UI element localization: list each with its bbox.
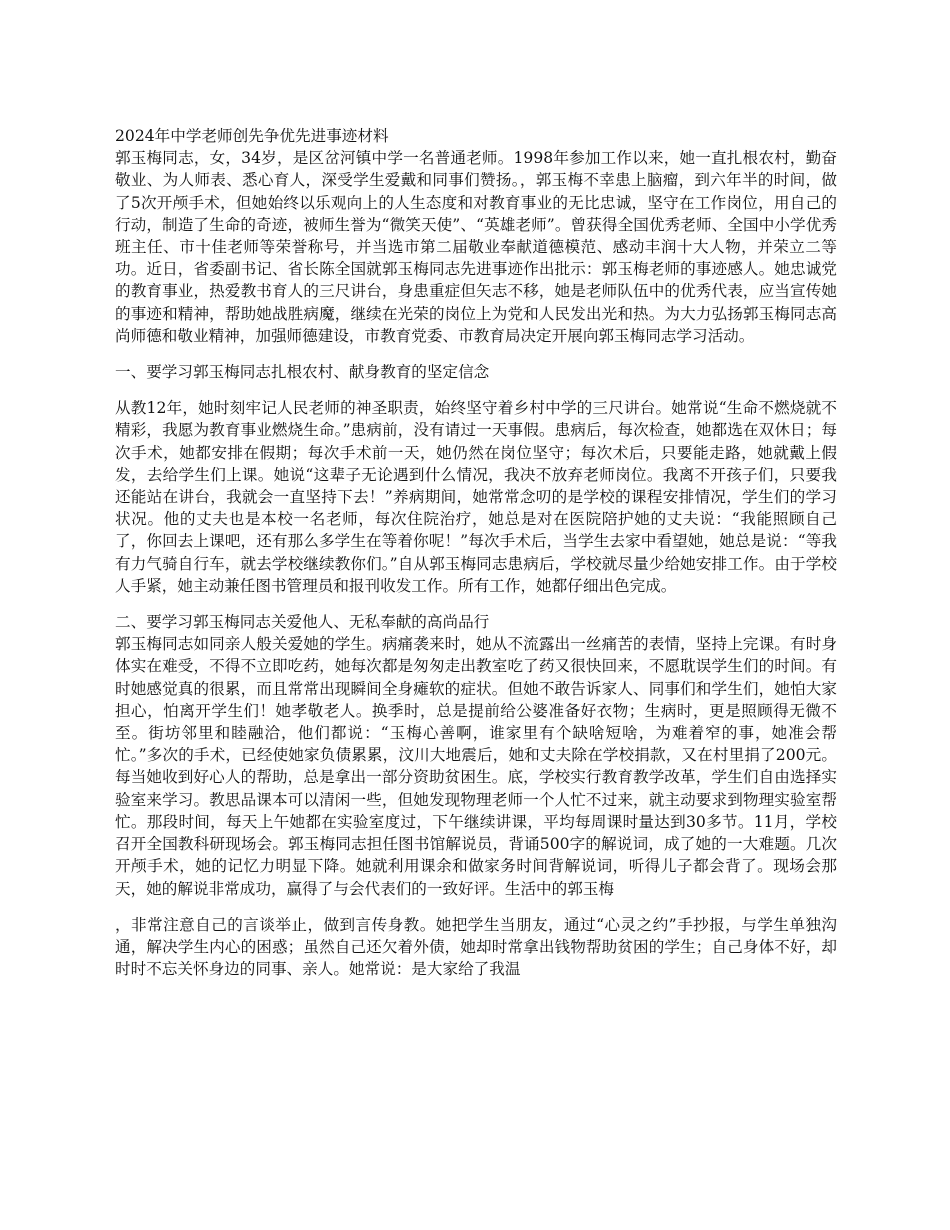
continuation-paragraph: ，非常注意自己的言谈举止，做到言传身教。她把学生当朋友，通过“心灵之约”手抄报，与学生单独沟通，解决学生内心的困惑；虽然自己还欠着外债，她却时常拿出钱物帮助贫困的学生；自己身体不好，却时时不忘关怀身边的同事、亲人。她常说：是大家给了我温 xyxy=(115,915,837,979)
section-2-paragraph: 郭玉梅同志如同亲人般关爱她的学生。病痛袭来时，她从不流露出一丝痛苦的表情，坚持上完课。有时身体实在难受，不得不立即吃药，她每次都是匆匆走出教室吃了药又很快回来，不愿耽误学生们的时间。有时她感觉真的很累，而且常常出现瞬间全身瘫软的症状。但她不敢告诉家人、同事们和学生们，她怕大家担心，怕离开学生们！她孝敬老人。换季时，总是提前给公婆准备好衣物；生病时，更是照顾得无微不至。街坊邻里和睦融洽，他们都说：“玉梅心善啊，谁家里有个缺啥短啥，为难着窄的事，她准会帮忙。”多次的手术，已经使她家负债累累，汶川大地震后，她和丈夫除在学校捐款，又在村里捐了200元。每当她收到好心人的帮助，总是拿出一部分资助贫困生。底，学校实行教育教学改革，学生们自由选择实验室来学习。教思品课本可以清闲一些，但她发现物理老师一个人忙不过来，就主动要求到物理实验室帮忙。那段时间，每天上午她都在实验室度过，下午继续讲课，平均每周课时量达到30多节。11月，学校召开全国教科研现场会。郭玉梅同志担任图书馆解说员，背诵500字的解说词，成了她的一大难题。几次开颅手术，她的记忆力明显下降。她就利用课余和做家务时间背解说词，听得儿子都会背了。现场会那天，她的解说非常成功，赢得了与会代表们的一致好评。生活中的郭玉梅 xyxy=(115,635,837,898)
section-1-heading: 一、要学习郭玉梅同志扎根农村、献身教育的坚定信念 xyxy=(115,363,490,382)
intro-paragraph: 郭玉梅同志，女，34岁，是区岔河镇中学一名普通老师。1998年参加工作以来，她一直扎根农村，勤奋敬业、为人师表、悉心育人，深受学生爱戴和同事们赞扬。，郭玉梅不幸患上脑瘤，到六年半的时间，做了5次开颅手术，但她始终以乐观向上的人生态度和对教育事业的无比忠诚，坚守在工作岗位，用自己的行动，制造了生命的奇迹，被师生誉为“微笑天使”、“英雄老师”。曾获得全国优秀老师、全国中小学优秀班主任、市十佳老师等荣誉称号，并当选市第二届敬业奉献道德模范、感动丰润十大人物，并荣立二等功。近日，省委副书记、省长陈全国就郭玉梅同志先进事迹作出批示：郭玉梅老师的事迹感人。她忠诚党的教育事业，热爱教书育人的三尺讲台，身患重症但矢志不移，她是老师队伍中的优秀代表，应当宣传她的事迹和精神，帮助她战胜病魔，继续在光荣的岗位上为党和人民发出光和热。为大力弘扬郭玉梅同志高尚师德和敬业精神，加强师德建设，市教育党委、市教育局决定开展向郭玉梅同志学习活动。 xyxy=(115,149,838,345)
document-page xyxy=(115,125,837,980)
document-title: 2024年中学老师创先争优先进事迹材料 xyxy=(115,127,389,145)
section-1-paragraph: 从教12年，她时刻牢记人民老师的神圣职责，始终坚守着乡村中学的三尺讲台。她常说“生命不燃烧就不精彩，我愿为教育事业燃烧生命。”患病前，没有请过一天事假。患病后，每次检查，她都选在双休日；每次手术，她都安排在假期；每次手术前一天，她仍然在岗位坚守；每次术后，只要能走路，她就戴上假发，去给学生们上课。她说“这辈子无论遇到什么情况，我决不放弃老师岗位。我离不开孩子们，只要我还能站在讲台，我就会一直坚持下去！”养病期间，她常常念叨的是学校的课程安排情况，学生们的学习状况。他的丈夫也是本校一名老师，每次住院治疗，她总是对在医院陪护她的丈夫说：“我能照顾自己了，你回去上课吧，还有那么多学生在等着你呢！”每次手术后，当学生去家中看望她，她总是说：“等我有力气骑自行车，就去学校继续教你们。”自从郭玉梅同志患病后，学校就尽量少给她安排工作。由于学校人手紧，她主动兼任图书管理员和报刊收发工作。所有工作，她都仔细出色完成。 xyxy=(115,399,837,595)
section-2-heading: 二、要学习郭玉梅同志关爱他人、无私奉献的高尚品行 xyxy=(115,613,490,632)
